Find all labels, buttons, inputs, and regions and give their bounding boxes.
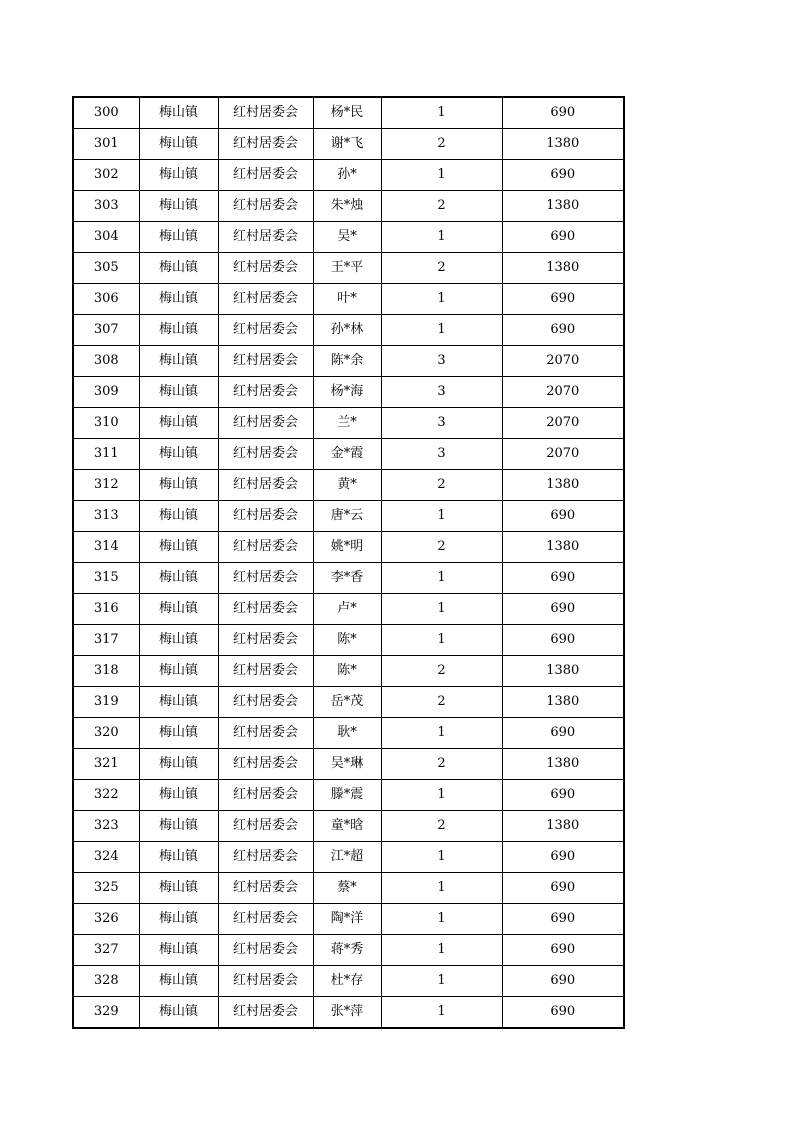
town-cell: 梅山镇 — [139, 501, 218, 532]
row-number-cell: 303 — [73, 191, 139, 222]
town-cell: 梅山镇 — [139, 842, 218, 873]
village-committee-cell: 红村居委会 — [218, 749, 313, 780]
amount-cell: 2070 — [502, 408, 624, 439]
village-committee-cell: 红村居委会 — [218, 408, 313, 439]
town-cell: 梅山镇 — [139, 594, 218, 625]
person-name-cell: 岳*茂 — [313, 687, 381, 718]
person-name-cell: 蒋*秀 — [313, 935, 381, 966]
village-committee-cell: 红村居委会 — [218, 315, 313, 346]
amount-cell: 1380 — [502, 749, 624, 780]
table-body — [73, 97, 624, 1028]
person-name-cell: 滕*震 — [313, 780, 381, 811]
village-committee-cell: 红村居委会 — [218, 284, 313, 315]
town-cell: 梅山镇 — [139, 966, 218, 997]
village-committee-cell: 红村居委会 — [218, 501, 313, 532]
town-cell: 梅山镇 — [139, 687, 218, 718]
row-number-cell: 310 — [73, 408, 139, 439]
row-number-cell: 317 — [73, 625, 139, 656]
amount-cell: 2070 — [502, 346, 624, 377]
person-name-cell: 江*超 — [313, 842, 381, 873]
household-count-cell: 1 — [381, 873, 502, 904]
household-count-cell: 1 — [381, 625, 502, 656]
town-cell: 梅山镇 — [139, 315, 218, 346]
table-row — [73, 594, 624, 625]
village-committee-cell: 红村居委会 — [218, 997, 313, 1029]
row-number-cell: 322 — [73, 780, 139, 811]
household-count-cell: 2 — [381, 687, 502, 718]
amount-cell: 1380 — [502, 811, 624, 842]
person-name-cell: 杨*海 — [313, 377, 381, 408]
household-count-cell: 1 — [381, 563, 502, 594]
row-number-cell: 308 — [73, 346, 139, 377]
household-count-cell: 1 — [381, 842, 502, 873]
row-number-cell: 304 — [73, 222, 139, 253]
household-count-cell: 1 — [381, 222, 502, 253]
town-cell: 梅山镇 — [139, 749, 218, 780]
household-count-cell: 2 — [381, 532, 502, 563]
person-name-cell: 李*香 — [313, 563, 381, 594]
table-row — [73, 315, 624, 346]
village-committee-cell: 红村居委会 — [218, 191, 313, 222]
household-count-cell: 1 — [381, 501, 502, 532]
row-number-cell: 306 — [73, 284, 139, 315]
row-number-cell: 312 — [73, 470, 139, 501]
table-row — [73, 687, 624, 718]
row-number-cell: 325 — [73, 873, 139, 904]
household-count-cell: 3 — [381, 439, 502, 470]
amount-cell: 690 — [502, 625, 624, 656]
person-name-cell: 卢* — [313, 594, 381, 625]
household-count-cell: 2 — [381, 191, 502, 222]
town-cell: 梅山镇 — [139, 935, 218, 966]
village-committee-cell: 红村居委会 — [218, 563, 313, 594]
row-number-cell: 315 — [73, 563, 139, 594]
village-committee-cell: 红村居委会 — [218, 160, 313, 191]
amount-cell: 690 — [502, 842, 624, 873]
town-cell: 梅山镇 — [139, 718, 218, 749]
household-count-cell: 2 — [381, 749, 502, 780]
amount-cell: 690 — [502, 904, 624, 935]
table-row — [73, 97, 624, 129]
table-row — [73, 873, 624, 904]
town-cell: 梅山镇 — [139, 904, 218, 935]
row-number-cell: 319 — [73, 687, 139, 718]
town-cell: 梅山镇 — [139, 129, 218, 160]
person-name-cell: 姚*明 — [313, 532, 381, 563]
village-committee-cell: 红村居委会 — [218, 625, 313, 656]
person-name-cell: 黄* — [313, 470, 381, 501]
household-count-cell: 2 — [381, 470, 502, 501]
amount-cell: 1380 — [502, 532, 624, 563]
household-count-cell: 3 — [381, 377, 502, 408]
village-committee-cell: 红村居委会 — [218, 439, 313, 470]
person-name-cell: 金*霞 — [313, 439, 381, 470]
household-count-cell: 3 — [381, 346, 502, 377]
amount-cell: 690 — [502, 501, 624, 532]
person-name-cell: 陈* — [313, 656, 381, 687]
town-cell: 梅山镇 — [139, 97, 218, 129]
amount-cell: 690 — [502, 563, 624, 594]
household-count-cell: 1 — [381, 284, 502, 315]
table-row — [73, 346, 624, 377]
person-name-cell: 王*平 — [313, 253, 381, 284]
village-committee-cell: 红村居委会 — [218, 532, 313, 563]
town-cell: 梅山镇 — [139, 191, 218, 222]
person-name-cell: 吴*琳 — [313, 749, 381, 780]
row-number-cell: 311 — [73, 439, 139, 470]
table-row — [73, 625, 624, 656]
town-cell: 梅山镇 — [139, 377, 218, 408]
village-committee-cell: 红村居委会 — [218, 656, 313, 687]
village-committee-cell: 红村居委会 — [218, 873, 313, 904]
row-number-cell: 320 — [73, 718, 139, 749]
village-committee-cell: 红村居委会 — [218, 346, 313, 377]
town-cell: 梅山镇 — [139, 160, 218, 191]
person-name-cell: 耿* — [313, 718, 381, 749]
table-row — [73, 222, 624, 253]
amount-cell: 690 — [502, 873, 624, 904]
table-row — [73, 935, 624, 966]
village-committee-cell: 红村居委会 — [218, 904, 313, 935]
household-count-cell: 2 — [381, 811, 502, 842]
household-count-cell: 2 — [381, 656, 502, 687]
village-committee-cell: 红村居委会 — [218, 470, 313, 501]
person-name-cell: 朱*烛 — [313, 191, 381, 222]
table-row — [73, 408, 624, 439]
village-committee-cell: 红村居委会 — [218, 935, 313, 966]
household-count-cell: 1 — [381, 160, 502, 191]
person-name-cell: 张*萍 — [313, 997, 381, 1029]
amount-cell: 690 — [502, 222, 624, 253]
person-name-cell: 陈*余 — [313, 346, 381, 377]
row-number-cell: 314 — [73, 532, 139, 563]
row-number-cell: 318 — [73, 656, 139, 687]
town-cell: 梅山镇 — [139, 811, 218, 842]
amount-cell: 690 — [502, 160, 624, 191]
table-row — [73, 780, 624, 811]
amount-cell: 690 — [502, 997, 624, 1029]
amount-cell: 690 — [502, 315, 624, 346]
town-cell: 梅山镇 — [139, 656, 218, 687]
household-count-cell: 1 — [381, 997, 502, 1029]
person-name-cell: 蔡* — [313, 873, 381, 904]
person-name-cell: 兰* — [313, 408, 381, 439]
row-number-cell: 300 — [73, 97, 139, 129]
village-committee-cell: 红村居委会 — [218, 842, 313, 873]
table-row — [73, 563, 624, 594]
amount-cell: 1380 — [502, 129, 624, 160]
household-count-cell: 1 — [381, 315, 502, 346]
amount-cell: 690 — [502, 718, 624, 749]
village-committee-cell: 红村居委会 — [218, 966, 313, 997]
table-row — [73, 811, 624, 842]
person-name-cell: 吴* — [313, 222, 381, 253]
row-number-cell: 309 — [73, 377, 139, 408]
row-number-cell: 328 — [73, 966, 139, 997]
village-committee-cell: 红村居委会 — [218, 129, 313, 160]
amount-cell: 1380 — [502, 253, 624, 284]
row-number-cell: 321 — [73, 749, 139, 780]
table-row — [73, 160, 624, 191]
row-number-cell: 326 — [73, 904, 139, 935]
household-count-cell: 3 — [381, 408, 502, 439]
household-count-cell: 1 — [381, 935, 502, 966]
table-row — [73, 284, 624, 315]
household-count-cell: 1 — [381, 718, 502, 749]
table-row — [73, 718, 624, 749]
row-number-cell: 329 — [73, 997, 139, 1029]
town-cell: 梅山镇 — [139, 346, 218, 377]
person-name-cell: 谢*飞 — [313, 129, 381, 160]
household-count-cell: 1 — [381, 904, 502, 935]
row-number-cell: 324 — [73, 842, 139, 873]
amount-cell: 2070 — [502, 439, 624, 470]
table-row — [73, 966, 624, 997]
table-row — [73, 749, 624, 780]
row-number-cell: 302 — [73, 160, 139, 191]
amount-cell: 1380 — [502, 470, 624, 501]
town-cell: 梅山镇 — [139, 284, 218, 315]
amount-cell: 1380 — [502, 191, 624, 222]
town-cell: 梅山镇 — [139, 408, 218, 439]
household-count-cell: 1 — [381, 966, 502, 997]
row-number-cell: 305 — [73, 253, 139, 284]
town-cell: 梅山镇 — [139, 873, 218, 904]
row-number-cell: 307 — [73, 315, 139, 346]
village-committee-cell: 红村居委会 — [218, 687, 313, 718]
person-name-cell: 陶*洋 — [313, 904, 381, 935]
subsidy-table — [72, 96, 625, 1029]
town-cell: 梅山镇 — [139, 253, 218, 284]
household-count-cell: 1 — [381, 780, 502, 811]
village-committee-cell: 红村居委会 — [218, 718, 313, 749]
person-name-cell: 孙* — [313, 160, 381, 191]
table-row — [73, 191, 624, 222]
household-count-cell: 1 — [381, 594, 502, 625]
row-number-cell: 327 — [73, 935, 139, 966]
person-name-cell: 童*晗 — [313, 811, 381, 842]
table-row — [73, 842, 624, 873]
village-committee-cell: 红村居委会 — [218, 97, 313, 129]
row-number-cell: 301 — [73, 129, 139, 160]
town-cell: 梅山镇 — [139, 439, 218, 470]
town-cell: 梅山镇 — [139, 997, 218, 1029]
town-cell: 梅山镇 — [139, 563, 218, 594]
person-name-cell: 杜*存 — [313, 966, 381, 997]
table-row — [73, 997, 624, 1029]
person-name-cell: 叶* — [313, 284, 381, 315]
table-row — [73, 532, 624, 563]
table-row — [73, 656, 624, 687]
amount-cell: 690 — [502, 97, 624, 129]
village-committee-cell: 红村居委会 — [218, 222, 313, 253]
table-row — [73, 439, 624, 470]
table-row — [73, 501, 624, 532]
amount-cell: 690 — [502, 284, 624, 315]
table-row — [73, 377, 624, 408]
table-row — [73, 253, 624, 284]
amount-cell: 690 — [502, 966, 624, 997]
row-number-cell: 323 — [73, 811, 139, 842]
person-name-cell: 杨*民 — [313, 97, 381, 129]
town-cell: 梅山镇 — [139, 222, 218, 253]
village-committee-cell: 红村居委会 — [218, 253, 313, 284]
town-cell: 梅山镇 — [139, 625, 218, 656]
town-cell: 梅山镇 — [139, 470, 218, 501]
amount-cell: 690 — [502, 780, 624, 811]
village-committee-cell: 红村居委会 — [218, 377, 313, 408]
village-committee-cell: 红村居委会 — [218, 780, 313, 811]
amount-cell: 690 — [502, 935, 624, 966]
household-count-cell: 2 — [381, 253, 502, 284]
household-count-cell: 1 — [381, 97, 502, 129]
village-committee-cell: 红村居委会 — [218, 811, 313, 842]
town-cell: 梅山镇 — [139, 532, 218, 563]
town-cell: 梅山镇 — [139, 780, 218, 811]
table-row — [73, 470, 624, 501]
amount-cell: 2070 — [502, 377, 624, 408]
person-name-cell: 孙*林 — [313, 315, 381, 346]
table-row — [73, 129, 624, 160]
table-row — [73, 904, 624, 935]
household-count-cell: 2 — [381, 129, 502, 160]
row-number-cell: 316 — [73, 594, 139, 625]
amount-cell: 690 — [502, 594, 624, 625]
person-name-cell: 陈* — [313, 625, 381, 656]
amount-cell: 1380 — [502, 656, 624, 687]
village-committee-cell: 红村居委会 — [218, 594, 313, 625]
row-number-cell: 313 — [73, 501, 139, 532]
amount-cell: 1380 — [502, 687, 624, 718]
person-name-cell: 唐*云 — [313, 501, 381, 532]
